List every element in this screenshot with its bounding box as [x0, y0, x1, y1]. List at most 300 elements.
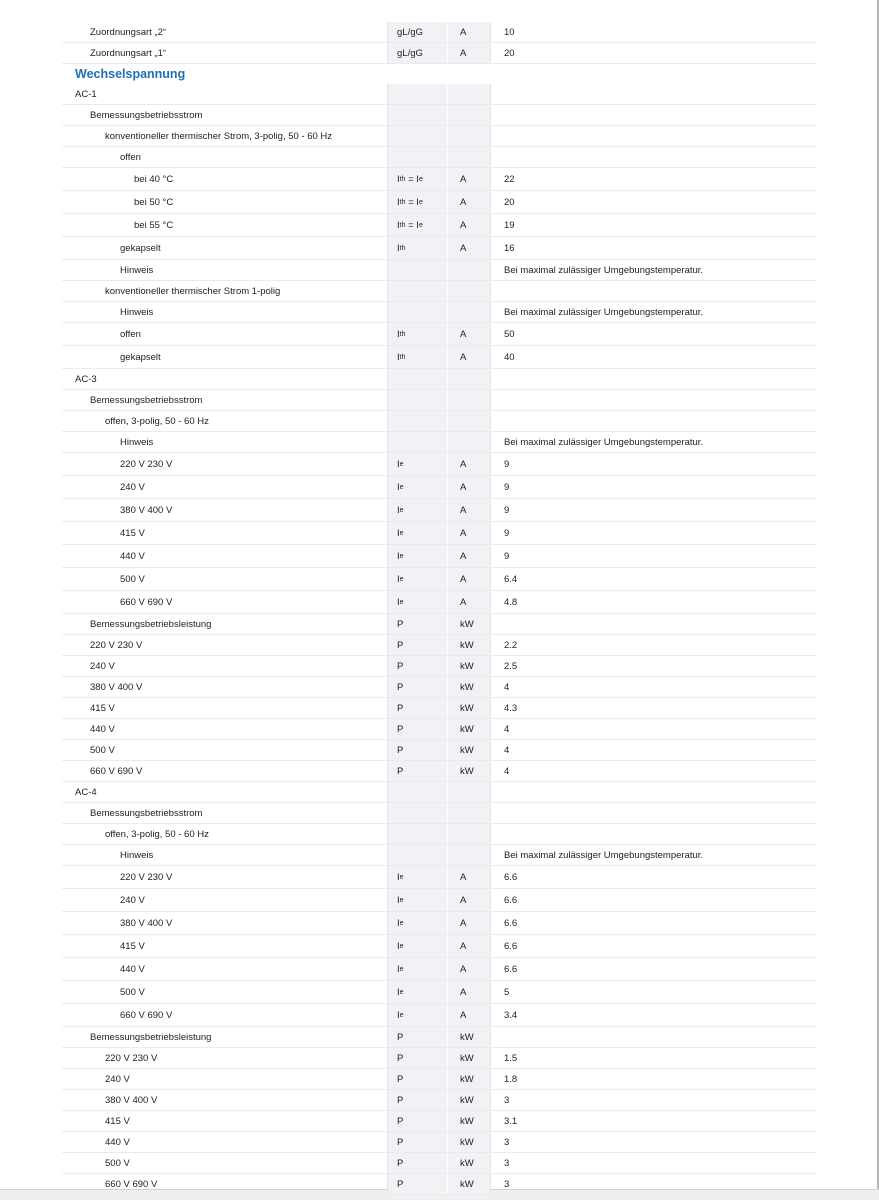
table-row — [62, 476, 816, 499]
symbol-subscript: e — [399, 896, 404, 904]
row-label: gekapselt — [120, 242, 161, 254]
symbol-subscript: e — [399, 460, 404, 468]
row-value: 9 — [490, 522, 816, 544]
row-label: Hinweis — [120, 264, 154, 276]
row-unit: kW — [447, 1132, 490, 1152]
row-unit: A — [447, 453, 490, 475]
row-symbol — [387, 105, 447, 125]
symbol-subscript: th — [399, 198, 406, 206]
table-row — [62, 935, 816, 958]
table-row — [62, 369, 816, 390]
symbol-main: I — [397, 871, 400, 883]
table-row — [62, 84, 816, 105]
row-label: bei 55 °C — [134, 219, 174, 231]
row-value: 3 — [490, 1132, 816, 1152]
table-row — [62, 147, 816, 168]
row-symbol — [387, 568, 447, 590]
row-symbol — [387, 677, 447, 697]
symbol-main: I — [397, 242, 400, 254]
row-unit — [447, 782, 490, 802]
row-label: 415 V — [90, 702, 115, 714]
symbol-subscript: e — [399, 552, 404, 560]
row-value: Bei maximal zulässiger Umgebungstemperatur. — [490, 432, 816, 452]
table-row — [62, 782, 816, 803]
row-unit — [447, 105, 490, 125]
table-row — [62, 761, 816, 782]
row-value: 6.6 — [490, 958, 816, 980]
row-value — [490, 84, 816, 104]
row-label: 220 V 230 V — [105, 1052, 158, 1064]
row-label: 220 V 230 V — [120, 458, 173, 470]
row-unit: kW — [447, 1111, 490, 1131]
symbol-subscript: e — [399, 919, 404, 927]
row-unit: A — [447, 214, 490, 236]
row-label: 500 V — [120, 986, 145, 998]
symbol-subscript: e — [399, 988, 404, 996]
row-label: Hinweis — [120, 306, 154, 318]
row-symbol — [387, 740, 447, 760]
row-unit: A — [447, 889, 490, 911]
row-label: 240 V — [120, 894, 145, 906]
row-label: Zuordnungsart „2“ — [90, 26, 167, 38]
row-value: 10 — [490, 22, 816, 42]
symbol-main: P — [397, 1178, 404, 1190]
symbol-subscript: th — [399, 175, 406, 183]
row-label: 415 V — [120, 940, 145, 952]
table-row — [62, 889, 816, 912]
row-symbol — [387, 147, 447, 167]
table-row — [62, 545, 816, 568]
table-row — [62, 237, 816, 260]
row-value: 4 — [490, 740, 816, 760]
table-row — [62, 411, 816, 432]
row-symbol — [387, 346, 447, 368]
table-row — [62, 614, 816, 635]
row-symbol — [387, 302, 447, 322]
row-label: AC-1 — [75, 88, 97, 100]
symbol-main: I — [397, 986, 400, 998]
row-symbol — [387, 22, 447, 42]
symbol-subscript: e — [399, 483, 404, 491]
row-symbol — [387, 635, 447, 655]
row-unit: A — [447, 912, 490, 934]
row-unit: kW — [447, 761, 490, 781]
table-row — [62, 1069, 816, 1090]
row-label: 380 V 400 V — [120, 917, 173, 929]
row-unit: A — [447, 958, 490, 980]
table-row — [62, 302, 816, 323]
row-unit — [447, 369, 490, 389]
row-label: 240 V — [105, 1073, 130, 1085]
row-unit — [447, 281, 490, 301]
row-label: Bemessungsbetriebsstrom — [90, 394, 203, 406]
table-row — [62, 499, 816, 522]
spec-table-top — [62, 22, 816, 64]
symbol-subscript: e — [418, 221, 423, 229]
row-label: 500 V — [90, 744, 115, 756]
row-unit: kW — [447, 1090, 490, 1110]
row-value: 9 — [490, 476, 816, 498]
row-value — [490, 782, 816, 802]
table-row — [62, 346, 816, 369]
table-row — [62, 740, 816, 761]
row-label: 660 V 690 V — [90, 765, 143, 777]
table-row — [62, 1111, 816, 1132]
symbol-subscript: e — [399, 529, 404, 537]
row-symbol — [387, 43, 447, 63]
section-header — [62, 64, 816, 84]
symbol-suffix: = I — [405, 196, 419, 208]
row-value: 5 — [490, 981, 816, 1003]
symbol-main: P — [397, 723, 404, 735]
table-row — [62, 1132, 816, 1153]
row-symbol — [387, 912, 447, 934]
row-unit: A — [447, 591, 490, 613]
row-unit — [447, 411, 490, 431]
row-label: Bemessungsbetriebsleistung — [90, 618, 212, 630]
row-symbol — [387, 214, 447, 236]
row-unit: kW — [447, 635, 490, 655]
row-value — [490, 411, 816, 431]
row-unit: kW — [447, 1153, 490, 1173]
row-value: 40 — [490, 346, 816, 368]
symbol-subscript: e — [399, 873, 404, 881]
row-value: 4.3 — [490, 698, 816, 718]
row-unit: A — [447, 346, 490, 368]
row-symbol — [387, 719, 447, 739]
row-label: 240 V — [90, 660, 115, 672]
table-row — [62, 323, 816, 346]
row-label: gekapselt — [120, 351, 161, 363]
row-value — [490, 126, 816, 146]
row-label: 660 V 690 V — [120, 1009, 173, 1021]
row-symbol — [387, 889, 447, 911]
row-value — [490, 369, 816, 389]
row-label: offen — [120, 151, 141, 163]
row-unit: A — [447, 935, 490, 957]
row-unit: A — [447, 866, 490, 888]
row-label: 500 V — [120, 573, 145, 585]
row-symbol — [387, 981, 447, 1003]
symbol-suffix: = I — [405, 219, 419, 231]
symbol-main: I — [397, 458, 400, 470]
symbol-suffix: = I — [405, 173, 419, 185]
row-unit: kW — [447, 719, 490, 739]
row-symbol — [387, 1048, 447, 1068]
row-value: 3 — [490, 1174, 816, 1194]
row-value: 6.6 — [490, 912, 816, 934]
symbol-subscript: e — [399, 1011, 404, 1019]
row-label: 240 V — [120, 481, 145, 493]
row-unit: kW — [447, 1069, 490, 1089]
symbol-main: I — [397, 550, 400, 562]
row-value: 1.8 — [490, 1069, 816, 1089]
row-label: 220 V 230 V — [90, 639, 143, 651]
symbol-main: P — [397, 1094, 404, 1106]
table-row — [62, 390, 816, 411]
row-unit — [447, 803, 490, 823]
row-value — [490, 147, 816, 167]
row-label: Hinweis — [120, 436, 154, 448]
table-row — [62, 432, 816, 453]
symbol-main: I — [397, 328, 400, 340]
table-row — [62, 635, 816, 656]
table-row — [62, 1027, 816, 1048]
row-value: Bei maximal zulässiger Umgebungstemperatur. — [490, 845, 816, 865]
table-row — [62, 1090, 816, 1111]
symbol-subscript: e — [418, 175, 423, 183]
row-unit: kW — [447, 677, 490, 697]
symbol-main: P — [397, 1073, 404, 1085]
symbol-subscript: e — [399, 598, 404, 606]
row-value: 6.6 — [490, 866, 816, 888]
row-value: 4 — [490, 719, 816, 739]
table-row — [62, 912, 816, 935]
symbol-subscript: th — [399, 330, 406, 338]
row-value: 20 — [490, 191, 816, 213]
symbol-main: P — [397, 1031, 404, 1043]
row-value — [490, 803, 816, 823]
row-value — [490, 281, 816, 301]
row-unit: A — [447, 499, 490, 521]
row-value: 2.5 — [490, 656, 816, 676]
spec-table-ac — [62, 84, 816, 1195]
row-value: 9 — [490, 453, 816, 475]
row-symbol — [387, 411, 447, 431]
row-unit: A — [447, 191, 490, 213]
row-label: AC-4 — [75, 786, 97, 798]
symbol-main: gL/gG — [397, 47, 423, 59]
row-label: Hinweis — [120, 849, 154, 861]
table-row — [62, 677, 816, 698]
row-value — [490, 614, 816, 634]
row-label: konventioneller thermischer Strom, 3-polig, 50 - 60 Hz — [105, 130, 333, 142]
symbol-main: I — [397, 894, 400, 906]
symbol-subscript: e — [399, 575, 404, 583]
row-unit: A — [447, 522, 490, 544]
symbol-main: I — [397, 963, 400, 975]
row-unit: A — [447, 476, 490, 498]
row-value: 9 — [490, 545, 816, 567]
row-symbol — [387, 323, 447, 345]
table-row — [62, 958, 816, 981]
row-symbol — [387, 1174, 447, 1194]
symbol-subscript: th — [399, 221, 406, 229]
row-value: 6.4 — [490, 568, 816, 590]
table-row — [62, 105, 816, 126]
row-symbol — [387, 1027, 447, 1047]
row-label: bei 50 °C — [134, 196, 174, 208]
row-symbol — [387, 476, 447, 498]
row-unit: kW — [447, 1027, 490, 1047]
row-symbol — [387, 1132, 447, 1152]
symbol-main: P — [397, 1052, 404, 1064]
row-value: 9 — [490, 499, 816, 521]
symbol-main: P — [397, 660, 404, 672]
row-symbol — [387, 698, 447, 718]
row-symbol — [387, 845, 447, 865]
row-symbol — [387, 1153, 447, 1173]
row-value: 4 — [490, 761, 816, 781]
row-value: 3.1 — [490, 1111, 816, 1131]
row-symbol — [387, 824, 447, 844]
row-label: konventioneller thermischer Strom 1-polig — [105, 285, 281, 297]
symbol-main: I — [397, 573, 400, 585]
row-symbol — [387, 369, 447, 389]
row-label: Bemessungsbetriebsleistung — [90, 1031, 212, 1043]
row-symbol — [387, 803, 447, 823]
table-row — [62, 260, 816, 281]
table-row — [62, 214, 816, 237]
row-label: 440 V — [105, 1136, 130, 1148]
row-unit: A — [447, 568, 490, 590]
table-row — [62, 698, 816, 719]
row-label: 415 V — [120, 527, 145, 539]
row-label: 500 V — [105, 1157, 130, 1169]
row-unit: kW — [447, 698, 490, 718]
row-label: 220 V 230 V — [120, 871, 173, 883]
table-row — [62, 824, 816, 845]
symbol-subscript: e — [399, 506, 404, 514]
symbol-main: P — [397, 702, 404, 714]
row-label: 440 V — [120, 963, 145, 975]
table-row — [62, 1048, 816, 1069]
row-symbol — [387, 281, 447, 301]
row-label: 415 V — [105, 1115, 130, 1127]
symbol-subscript: th — [399, 353, 406, 361]
table-row — [62, 803, 816, 824]
row-symbol — [387, 1111, 447, 1131]
row-unit: kW — [447, 740, 490, 760]
row-value — [490, 105, 816, 125]
row-unit: A — [447, 323, 490, 345]
row-label: offen, 3-polig, 50 - 60 Hz — [105, 828, 209, 840]
symbol-main: I — [397, 219, 400, 231]
symbol-main: I — [397, 917, 400, 929]
table-row — [62, 281, 816, 302]
symbol-main: P — [397, 681, 404, 693]
row-value — [490, 1027, 816, 1047]
row-value: 50 — [490, 323, 816, 345]
row-label: 660 V 690 V — [105, 1178, 158, 1190]
row-symbol — [387, 522, 447, 544]
row-symbol — [387, 453, 447, 475]
row-symbol — [387, 260, 447, 280]
row-symbol — [387, 237, 447, 259]
row-label: 380 V 400 V — [105, 1094, 158, 1106]
row-unit — [447, 302, 490, 322]
symbol-main: gL/gG — [397, 26, 423, 38]
row-value: 4.8 — [490, 591, 816, 613]
row-unit: kW — [447, 1174, 490, 1194]
table-row — [62, 168, 816, 191]
row-unit: A — [447, 22, 490, 42]
row-symbol — [387, 1090, 447, 1110]
row-label: bei 40 °C — [134, 173, 174, 185]
row-label: Zuordnungsart „1“ — [90, 47, 167, 59]
symbol-main: P — [397, 765, 404, 777]
row-symbol — [387, 782, 447, 802]
row-label: 440 V — [120, 550, 145, 562]
row-label: Bemessungsbetriebsstrom — [90, 807, 203, 819]
row-unit: A — [447, 1004, 490, 1026]
symbol-main: I — [397, 1009, 400, 1021]
row-unit: A — [447, 981, 490, 1003]
row-unit: A — [447, 168, 490, 190]
row-value: 6.6 — [490, 935, 816, 957]
row-value: 22 — [490, 168, 816, 190]
row-value: 3 — [490, 1153, 816, 1173]
table-row — [62, 719, 816, 740]
row-symbol — [387, 656, 447, 676]
row-symbol — [387, 1069, 447, 1089]
table-row — [62, 126, 816, 147]
row-label: Bemessungsbetriebsstrom — [90, 109, 203, 121]
row-unit — [447, 432, 490, 452]
row-label: 380 V 400 V — [90, 681, 143, 693]
row-value: 19 — [490, 214, 816, 236]
symbol-main: P — [397, 1157, 404, 1169]
section-title: Wechselspannung — [75, 67, 186, 81]
row-value — [490, 824, 816, 844]
row-symbol — [387, 499, 447, 521]
row-label: 660 V 690 V — [120, 596, 173, 608]
row-label: 440 V — [90, 723, 115, 735]
symbol-main: P — [397, 639, 404, 651]
row-unit — [447, 824, 490, 844]
symbol-main: I — [397, 351, 400, 363]
table-row — [62, 453, 816, 476]
row-symbol — [387, 958, 447, 980]
row-unit — [447, 260, 490, 280]
row-symbol — [387, 390, 447, 410]
row-unit: A — [447, 43, 490, 63]
symbol-main: P — [397, 1136, 404, 1148]
symbol-main: I — [397, 940, 400, 952]
symbol-main: I — [397, 173, 400, 185]
symbol-main: I — [397, 596, 400, 608]
table-row — [62, 522, 816, 545]
row-symbol — [387, 126, 447, 146]
row-unit: A — [447, 545, 490, 567]
row-unit — [447, 126, 490, 146]
row-symbol — [387, 168, 447, 190]
row-value: 3 — [490, 1090, 816, 1110]
symbol-subscript: e — [399, 965, 404, 973]
symbol-main: I — [397, 527, 400, 539]
symbol-subscript: e — [418, 198, 423, 206]
row-value: 16 — [490, 237, 816, 259]
row-symbol — [387, 1004, 447, 1026]
spec-document — [62, 22, 816, 1195]
row-value: Bei maximal zulässiger Umgebungstemperatur. — [490, 260, 816, 280]
row-symbol — [387, 935, 447, 957]
table-row — [62, 845, 816, 866]
row-value — [490, 390, 816, 410]
symbol-subscript: th — [399, 244, 406, 252]
row-symbol — [387, 591, 447, 613]
symbol-main: I — [397, 504, 400, 516]
symbol-main: P — [397, 1115, 404, 1127]
table-row — [62, 1174, 816, 1195]
row-unit: kW — [447, 656, 490, 676]
row-symbol — [387, 761, 447, 781]
table-row — [62, 866, 816, 889]
table-row — [62, 568, 816, 591]
table-row — [62, 191, 816, 214]
table-row — [62, 981, 816, 1004]
row-unit: kW — [447, 614, 490, 634]
